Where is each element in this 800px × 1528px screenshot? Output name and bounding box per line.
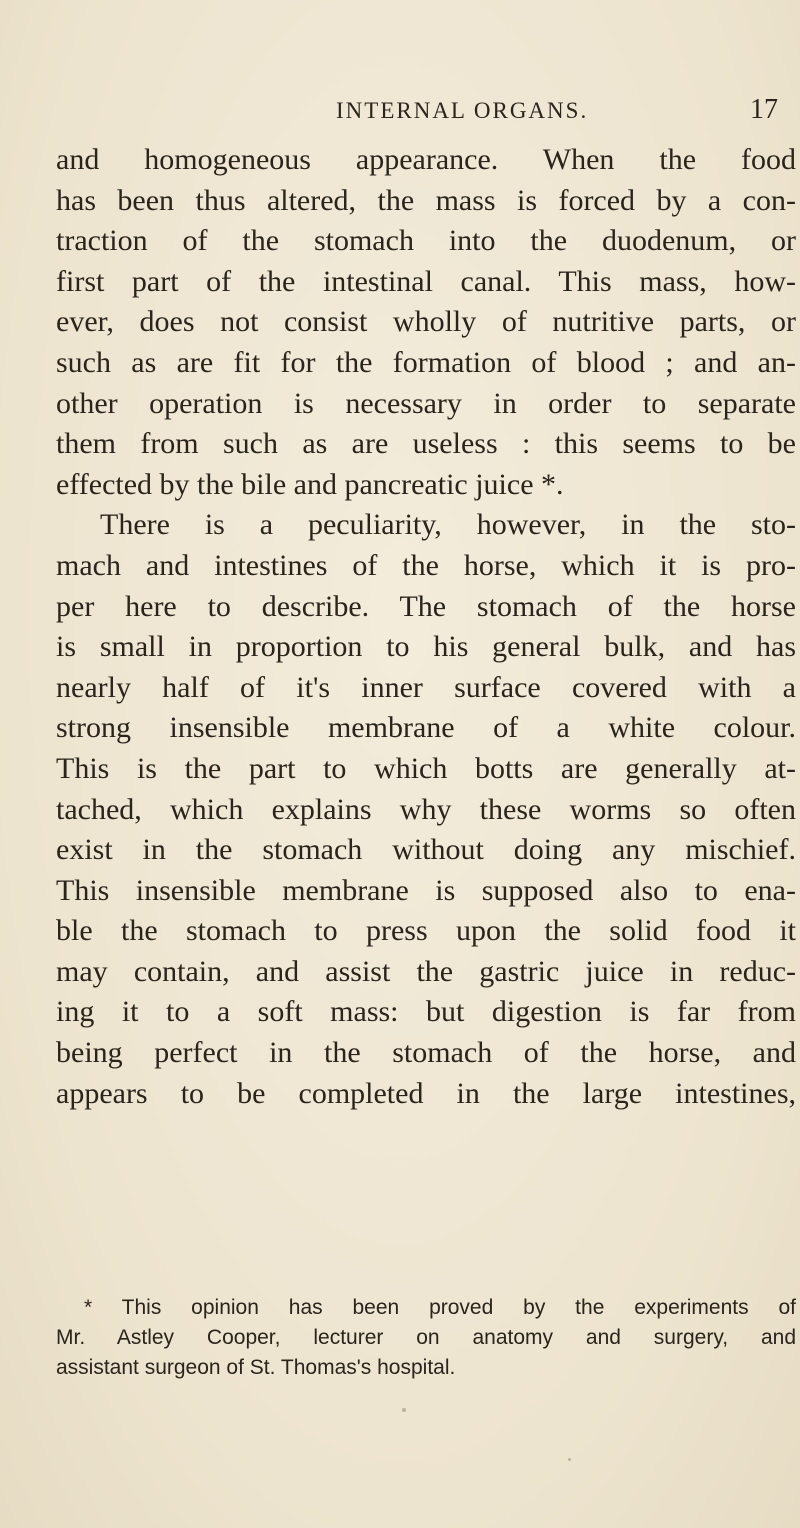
footnote: [56, 1293, 796, 1383]
paper-speck: [402, 1408, 406, 1412]
text-line: exist in the stomach without doing any mischief.: [56, 833, 796, 867]
text-line: per here to describe. The stomach of the horse: [56, 589, 796, 623]
text-line: ever, does not consist wholly of nutritive parts, or: [56, 305, 796, 339]
paper-speck: [568, 1458, 571, 1461]
text-line: other operation is necessary in order to separate: [56, 386, 796, 420]
text-line: and homogeneous appearance. When the food: [56, 143, 796, 176]
text-line: mach and intestines of the horse, which it is pro-: [56, 548, 796, 582]
footnote-line: assistant surgeon of St. Thomas's hospital.: [56, 1356, 456, 1379]
text-line: tached, which explains why these worms so often: [56, 792, 796, 826]
footnote-line: * This opinion has been proved by the experiments of: [84, 1296, 796, 1319]
text-line: being perfect in the stomach of the horse, and: [56, 1036, 796, 1070]
text-line: This insensible membrane is supposed also to ena-: [56, 873, 796, 907]
text-line: first part of the intestinal canal. This mass, how-: [56, 264, 796, 298]
text-line: may contain, and assist the gastric juice in reduc-: [56, 954, 796, 988]
running-head-title: INTERNAL ORGANS.: [336, 98, 589, 123]
text-line: such as are fit for the formation of blood ; and an-: [56, 345, 796, 379]
text-line: This is the part to which botts are generally at-: [56, 751, 796, 785]
body-text: [56, 140, 798, 1114]
text-line: appears to be completed in the large intestines,: [56, 1076, 796, 1110]
text-line: ble the stomach to press upon the solid food it: [56, 914, 796, 948]
text-line: traction of the stomach into the duodenum, or: [56, 224, 796, 258]
text-line: strong insensible membrane of a white colour.: [56, 711, 796, 745]
text-line: nearly half of it's inner surface covered with a: [56, 670, 796, 704]
text-line: There is a peculiarity, however, in the sto-: [100, 508, 796, 542]
footnote-line: Mr. Astley Cooper, lecturer on anatomy and surgery, and: [56, 1326, 796, 1349]
text-line: them from such as are useless : this seems to be: [56, 427, 796, 461]
page-number: 17: [750, 94, 778, 125]
text-line: has been thus altered, the mass is forced by a con-: [56, 183, 796, 217]
text-line: ing it to a soft mass: but digestion is far from: [56, 995, 796, 1029]
text-line: is small in proportion to his general bulk, and has: [56, 630, 796, 664]
running-head: [0, 92, 800, 132]
text-line: effected by the bile and pancreatic juice *.: [56, 467, 564, 501]
